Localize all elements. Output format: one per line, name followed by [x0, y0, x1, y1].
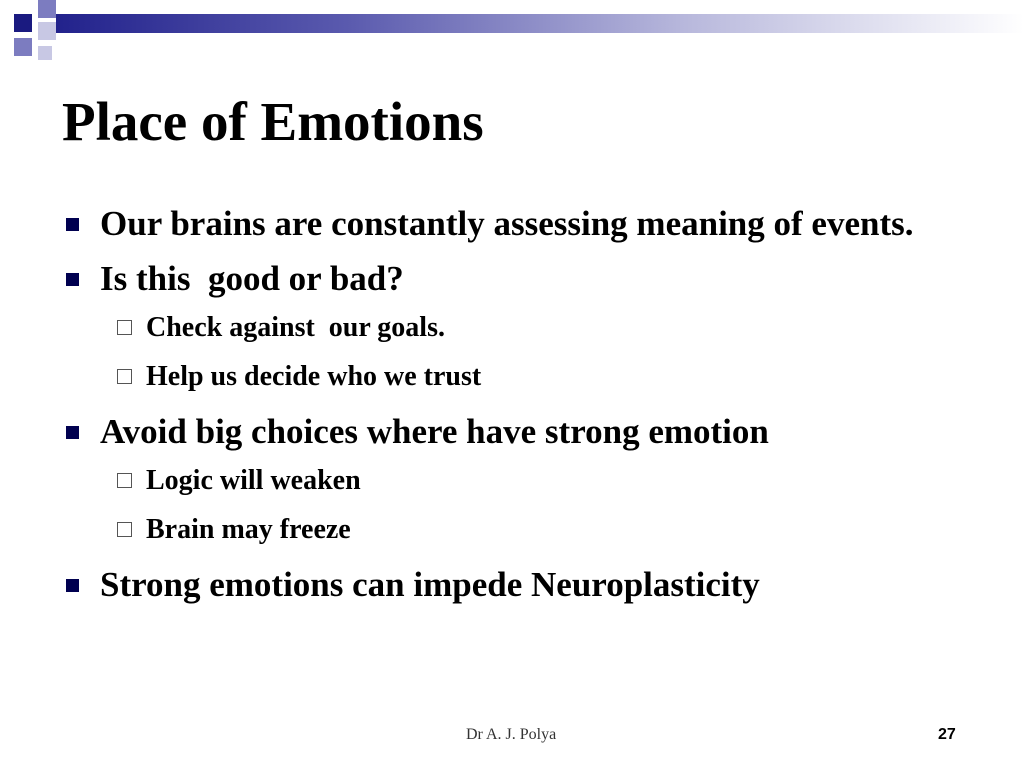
header-decoration [0, 0, 1024, 64]
slide-body [62, 200, 942, 616]
hollow-box-bullet-icon [117, 369, 132, 384]
decor-square-icon [38, 22, 56, 40]
bullet-text: Is this good or bad? [100, 259, 404, 298]
square-bullet-icon [66, 426, 79, 439]
square-bullet-icon [66, 218, 79, 231]
hollow-box-bullet-icon [117, 473, 132, 488]
bullet-text: Avoid big choices where have strong emotion [100, 412, 769, 451]
bullet-item [62, 408, 942, 456]
bullet-text: Our brains are constantly assessing meaning of events. [100, 204, 914, 243]
square-bullet-icon [66, 273, 79, 286]
sub-bullet-item [62, 310, 942, 346]
slide-number: 27 [938, 726, 956, 743]
square-bullet-icon [66, 579, 79, 592]
footer-author: Dr A. J. Polya [466, 726, 557, 743]
sub-bullet-item [62, 359, 942, 395]
bullet-item [62, 255, 942, 303]
decor-square-icon [14, 14, 32, 32]
bullet-text: Strong emotions can impede Neuroplasticity [100, 565, 760, 604]
slide-title: Place of Emotions [62, 91, 484, 152]
decor-square-icon [14, 38, 32, 56]
sub-bullet-text: Help us decide who we trust [146, 361, 482, 392]
sub-bullet-item [62, 463, 942, 499]
hollow-box-bullet-icon [117, 522, 132, 537]
sub-bullet-text: Check against our goals. [146, 312, 445, 343]
sub-bullet-text: Logic will weaken [146, 465, 361, 496]
bullet-item [62, 561, 942, 609]
bullet-item [62, 200, 942, 248]
decor-square-icon [38, 46, 52, 60]
decor-square-icon [38, 0, 56, 18]
hollow-box-bullet-icon [117, 320, 132, 335]
sub-bullet-text: Brain may freeze [146, 514, 351, 545]
sub-bullet-item [62, 512, 942, 548]
header-gradient-bar [56, 14, 1024, 33]
